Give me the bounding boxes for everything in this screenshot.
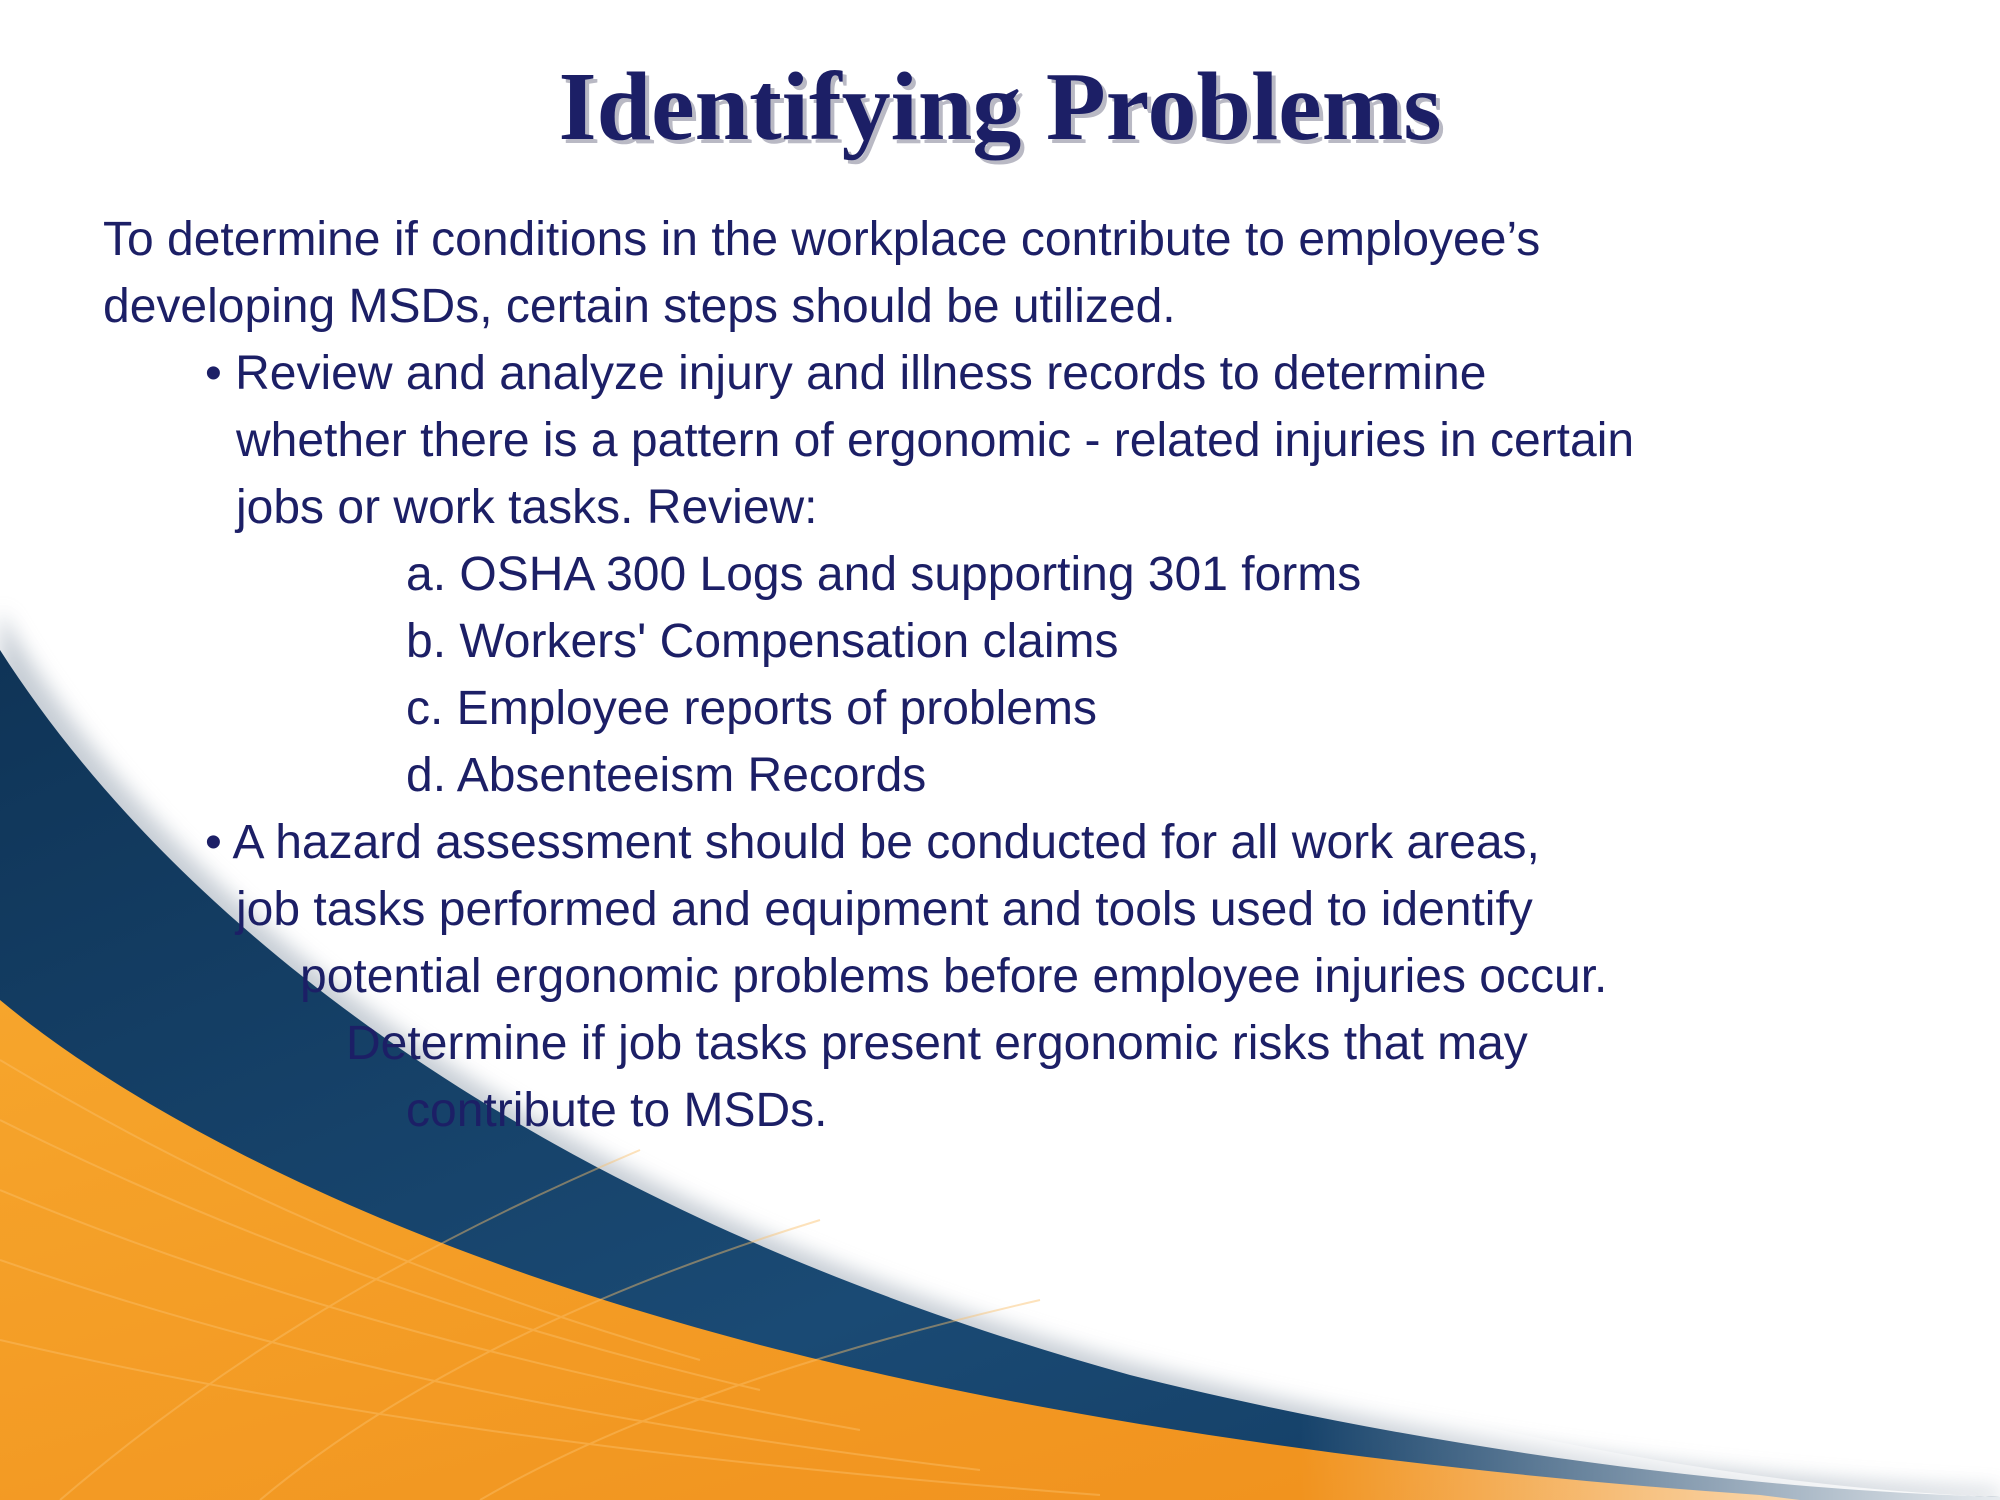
intro-line-1: To determine if conditions in the workplace contribute to employee’s [103, 213, 1541, 266]
slide-title: Identifying Problems [558, 53, 1442, 161]
sub-item-c: c. Employee reports of problems [406, 682, 1097, 735]
bullet-1-line-2: whether there is a pattern of ergonomic - related injuries in certain [236, 414, 1635, 467]
sub-item-a: a. OSHA 300 Logs and supporting 301 forms [406, 548, 1362, 601]
sub-item-b: b. Workers' Compensation claims [406, 615, 1119, 668]
bullet-2-line-4: Determine if job tasks present ergonomic risks that may [346, 1017, 1528, 1070]
intro-line-2: developing MSDs, certain steps should be utilized. [103, 280, 1176, 333]
sub-item-d: d. Absenteeism Records [406, 749, 927, 802]
bullet-1-line-3: jobs or work tasks. Review: [236, 481, 818, 534]
bullet-2-line-5: contribute to MSDs. [406, 1084, 828, 1137]
bullet-2-line-3: potential ergonomic problems before employee injuries occur. [300, 950, 1608, 1003]
bullet-2-line-1: • A hazard assessment should be conducted for all work areas, [205, 816, 1540, 869]
bullet-2-line-2: job tasks performed and equipment and tools used to identify [236, 883, 1533, 936]
bullet-1-line-1: • Review and analyze injury and illness records to determine [205, 347, 1487, 400]
swoosh-fade [1300, 1380, 2000, 1500]
